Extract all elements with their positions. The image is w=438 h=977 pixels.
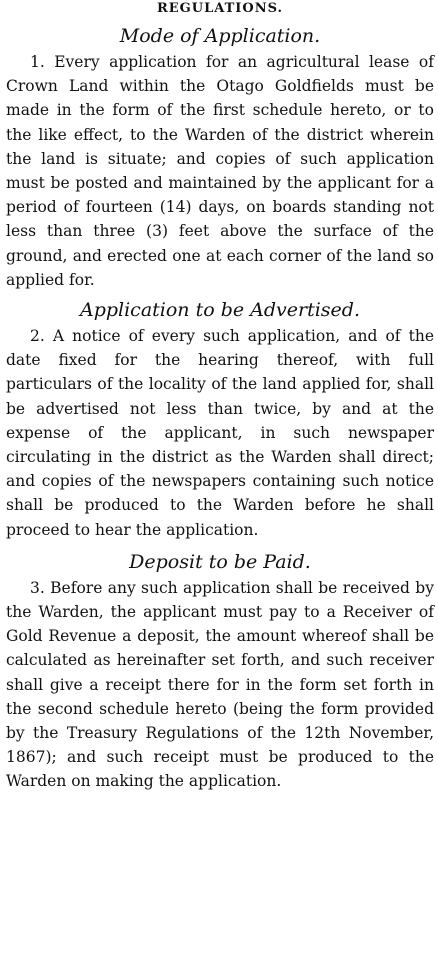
section-1-text: 1. Every application for an agricultural lease of Crown Land within the Otago Goldfields must be made in the form of the first schedule hereto, or to the like effect, to the Warden of the district wherein the land is situate; and copies of such application must be posted and maintained by the applicant for a period of fourteen (14) days, on boards standing not less than three (3) feet above the surface of the ground, and erected one at each corner of the land so applied for. — [6, 53, 434, 289]
running-head: REGULATIONS. — [156, 1, 284, 16]
section-title-application-to-be-advertised: Application to be Advertised. — [79, 299, 360, 322]
section-title-mode-of-application: Mode of Application. — [119, 25, 321, 47]
section-title-deposit-to-be-paid: Deposit to be Paid. — [129, 550, 311, 573]
section-2-text: 2. A notice of every such application, and of the date fixed for the hearing thereof, with full particulars of the locality of the land applied for, shall be advertised not less than twice, by and at the expense of the applicant, in such newspaper circulating in the district as the Warden shall direct; and copies of the newspapers containing such notice shall be produced to the Warden before he shall proceed to hear the application. — [6, 327, 434, 539]
section-3-text: 3. Before any such application shall be received by the Warden, the applicant must pay to a Receiver of Gold Revenue a deposit, the amount whereof shall be calculated as hereinafter set forth, and such receiver shall give a receipt there for in the form set forth in the second schedule hereto (being the form provided by the Treasury Regulations of the 12th November, 1867); and such receipt must be produced to the Warden on making the application. — [6, 578, 434, 791]
